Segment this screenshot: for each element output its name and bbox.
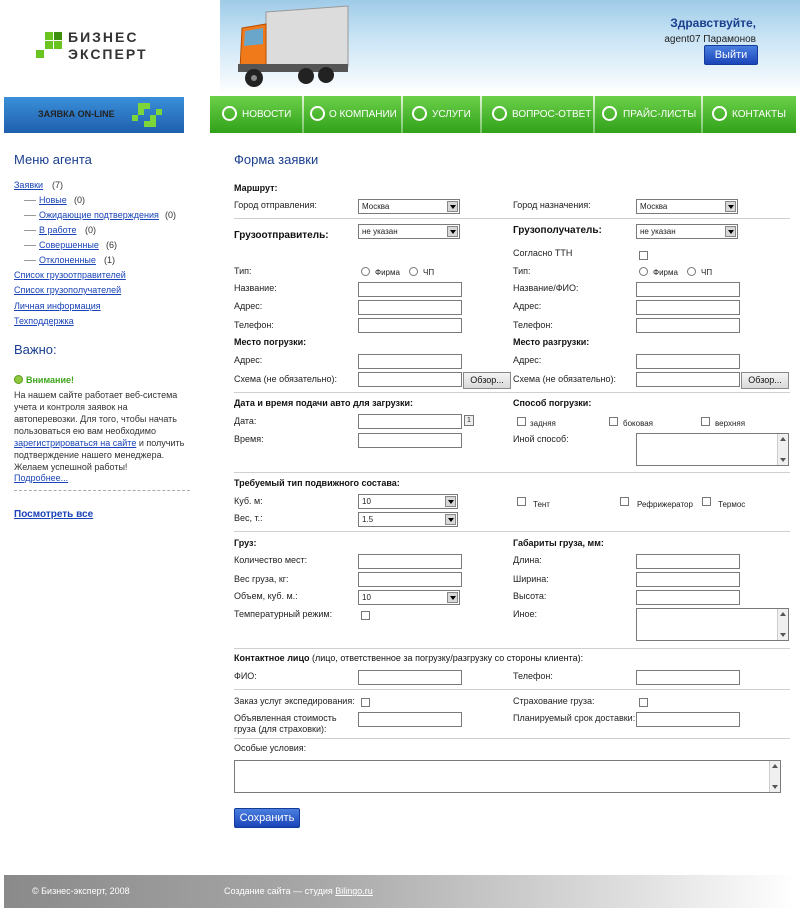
completed-count: (6) [106,240,117,250]
nav-about[interactable] [310,96,402,133]
nav-services[interactable] [412,96,480,133]
sidebar-personal-info-link[interactable]: Личная информация [14,301,101,311]
datetime-heading: Дата и время подачи авто для загрузки: [234,398,414,408]
to-city-select[interactable] [636,199,738,214]
notice-text-part1: На нашем сайте работает веб-система учета и контроля заявок на автоперевозки. Для того, чтобы начать пользоваться ею вам необходимо [14,390,178,436]
shipper-firm-radio[interactable] [361,267,370,276]
fridge-checkbox[interactable] [620,497,629,506]
sidebar-consignees-link[interactable]: Список грузополучателей [14,285,122,295]
insurance-checkbox[interactable] [639,698,648,707]
special-conditions-textarea[interactable] [234,760,781,793]
scrollbar[interactable] [769,761,780,792]
chevron-down-icon [445,496,456,507]
consignee-phone-input[interactable] [636,318,740,333]
nav-about-label: О КОМПАНИИ [329,109,397,120]
contact-note: (лицо, ответственное за погрузку/разгрузку со стороны клиента): [312,653,584,663]
load-address-label: Адрес: [234,355,263,365]
register-link[interactable]: зарегистрироваться на сайте [14,438,137,448]
sidebar-title: Меню агента [14,152,92,167]
shipper-name-label: Название: [234,283,277,293]
nav-divider [401,96,403,133]
shipper-heading: Грузоотправитель: [234,230,329,241]
to-city-label: Город назначения: [513,200,591,210]
read-more-link[interactable]: Подробнее... [14,473,69,483]
shipper-chp-label: ЧП [423,268,435,277]
sidebar-item-in-progress[interactable]: В работе [39,225,77,235]
logout-button[interactable]: Выйти [704,45,758,65]
dims-heading: Габариты груза, мм: [513,538,604,548]
shipper-phone-input[interactable] [358,318,462,333]
arrows-icon [132,101,162,129]
view-all-link[interactable]: Посмотреть все [14,509,94,520]
height-label: Высота: [513,591,547,601]
delivery-term-input[interactable] [636,712,740,727]
nav-news-label: НОВОСТИ [242,109,292,120]
shipper-select[interactable] [358,224,460,239]
tree-dash [24,260,36,261]
section-divider [234,392,790,393]
from-city-value: Москва [362,202,390,211]
online-order-banner[interactable] [4,97,184,133]
fio-input[interactable] [358,670,462,685]
shipper-value: не указан [362,227,398,236]
tree-dash [24,200,36,201]
list-icon [602,106,617,121]
per-ttn-checkbox[interactable] [639,251,648,260]
volume-label: Куб. м: [234,496,263,506]
load-scheme-input[interactable] [358,372,462,387]
user-name: agent07 Парамонов [664,34,756,45]
tree-dash [24,245,36,246]
width-label: Ширина: [513,574,549,584]
other-method-textarea[interactable] [636,433,789,466]
consignee-value: не указан [640,227,676,236]
cargo-volume-value: 10 [362,593,371,602]
route-heading: Маршрут: [234,183,278,193]
rear-load-label: задняя [530,419,556,428]
declared-value-input[interactable] [358,712,462,727]
forwarding-label: Заказ услуг экспедирования: [234,696,355,706]
truck-image [236,4,350,94]
nav-divider [593,96,595,133]
load-place-heading: Место погрузки: [234,337,307,347]
weight-select[interactable] [358,512,458,527]
nav-faq[interactable] [492,96,592,133]
online-order-label: ЗАЯВКА ON-LINE [38,109,115,119]
made-by-label: Создание сайта — студия [224,886,333,896]
cargo-volume-label: Объем, куб. м.: [234,591,298,601]
consignee-chp-radio[interactable] [687,267,696,276]
nav-contacts[interactable] [712,96,796,133]
greeting-block [664,16,756,45]
unload-address-label: Адрес: [513,355,542,365]
unload-scheme-label: Схема (не обязательно): [513,374,616,384]
unload-scheme-input[interactable] [636,372,740,387]
sidebar-item-orders[interactable]: Заявки [14,180,44,190]
weight-value: 1.5 [362,515,374,524]
insurance-label: Страхование груза: [513,696,595,706]
length-input[interactable] [636,554,740,569]
logo-mark-icon [36,32,62,58]
main-nav [210,96,796,133]
consignee-firm-radio[interactable] [639,267,648,276]
studio-link[interactable]: Bilingo.ru [335,886,373,896]
greeting-text: Здравствуйте, [670,16,756,30]
attention-icon [14,375,23,384]
consignee-heading: Грузополучатель: [513,225,602,236]
special-conditions-label: Особые условия: [234,743,307,753]
scrollbar[interactable] [777,609,788,640]
consignee-address-input[interactable] [636,300,740,315]
load-scheme-browse-button[interactable]: Обзор... [463,372,511,389]
section-divider [234,648,790,649]
weight-label: Вес, т.: [234,513,263,523]
shipper-address-label: Адрес: [234,301,263,311]
nav-contacts-label: КОНТАКТЫ [732,109,786,120]
side-load-label: боковая [623,419,654,428]
chevron-down-icon [445,514,456,525]
brand-line2: ЭКСПЕРТ [68,46,148,62]
cargo-weight-label: Вес груза, кг: [234,574,289,584]
nav-faq-label: ВОПРОС-ОТВЕТ [512,109,592,120]
section-divider [234,472,790,473]
shipper-chp-radio[interactable] [409,267,418,276]
section-divider [234,531,790,532]
sidebar [14,152,194,167]
nav-divider [701,96,703,133]
height-input[interactable] [636,590,740,605]
made-by-text [224,886,373,896]
time-input[interactable] [358,433,462,448]
shipper-address-input[interactable] [358,300,462,315]
contact-heading [234,653,583,663]
places-label: Количество мест: [234,555,308,565]
thermos-label: Термос [718,500,746,509]
brand-logo[interactable] [36,28,176,68]
important-title: Важно: [14,342,57,357]
delivery-term-label: Планируемый срок доставки: [513,713,636,723]
rear-load-checkbox[interactable] [517,417,526,426]
clock-icon [222,106,237,121]
from-city-select[interactable] [358,199,460,214]
cargo-heading: Груз: [234,538,257,548]
tree-dash [24,230,36,231]
consignee-name-label: Название/ФИО: [513,283,579,293]
from-city-label: Город отправления: [234,200,317,210]
nav-divider [302,96,304,133]
question-icon [492,106,507,121]
contact-phone-label: Телефон: [513,671,553,681]
time-label: Время: [234,434,264,444]
shipper-firm-label: Фирма [375,268,400,277]
copyright-text: © Бизнес-эксперт, 2008 [32,886,130,896]
thermos-checkbox[interactable] [702,497,711,506]
contact-title: Контактное лицо [234,653,310,663]
other-dims-textarea[interactable] [636,608,789,641]
places-input[interactable] [358,554,462,569]
per-ttn-label: Согласно ТТН [513,248,573,258]
top-load-checkbox[interactable] [701,417,710,426]
attention-label: Внимание! [26,375,74,385]
load-address-input[interactable] [358,354,462,369]
volume-select[interactable] [358,494,458,509]
gear-icon [412,106,427,121]
date-input[interactable] [358,414,462,429]
chevron-down-icon [447,592,458,603]
chevron-down-icon [725,226,736,237]
temp-checkbox[interactable] [361,611,370,620]
orders-count: (7) [52,180,63,190]
shipper-name-input[interactable] [358,282,462,297]
sidebar-item-new[interactable]: Новые [39,195,67,205]
shipper-type-label: Тип: [234,266,252,276]
side-load-checkbox[interactable] [609,417,618,426]
consignee-firm-label: Фирма [653,268,678,277]
section-divider [234,218,790,219]
top-load-label: верхняя [715,419,746,428]
consignee-phone-label: Телефон: [513,320,553,330]
consignee-name-input[interactable] [636,282,740,297]
nav-services-label: УСЛУГИ [432,109,471,120]
sidebar-shippers-link[interactable]: Список грузоотправителей [14,270,126,280]
chevron-down-icon [725,201,736,212]
nav-prices-label: ПРАЙС-ЛИСТЫ [623,109,697,120]
save-button[interactable]: Сохранить [234,808,300,828]
cargo-weight-input[interactable] [358,572,462,587]
load-method-heading: Способ погрузки: [513,398,592,408]
rejected-count: (1) [104,255,115,265]
cargo-volume-select[interactable] [358,590,460,605]
in-progress-count: (0) [85,225,96,235]
volume-value: 10 [362,497,371,506]
tent-checkbox[interactable] [517,497,526,506]
attention-heading [14,375,74,385]
notice-text [14,389,192,473]
sidebar-divider [14,490,190,491]
declared-value-label-2: груза (для страховки): [234,724,327,734]
brand-line1: БИЗНЕС [68,29,139,45]
sidebar-support-link[interactable]: Техподдержка [14,316,74,326]
chevron-down-icon [447,226,458,237]
shipper-phone-label: Телефон: [234,320,274,330]
fio-label: ФИО: [234,671,257,681]
temp-label: Температурный режим: [234,609,333,619]
mail-icon [712,106,727,121]
other-dims-label: Иное: [513,609,537,619]
chevron-down-icon [447,201,458,212]
scrollbar[interactable] [777,434,788,465]
tent-label: Тент [533,500,550,509]
nav-divider [480,96,482,133]
sidebar-item-rejected[interactable]: Отклоненные [39,255,96,265]
fridge-label: Рефрижератор [637,500,693,509]
pending-count: (0) [165,210,176,220]
consignee-address-label: Адрес: [513,301,542,311]
section-divider [234,689,790,690]
nav-news[interactable] [222,96,302,133]
length-label: Длина: [513,555,542,565]
unload-scheme-browse-button[interactable]: Обзор... [741,372,789,389]
sidebar-item-pending[interactable]: Ожидающие подтверждения [39,210,159,220]
unload-address-input[interactable] [636,354,740,369]
forwarding-checkbox[interactable] [361,698,370,707]
tree-dash [24,215,36,216]
form-title: Форма заявки [234,152,319,167]
consignee-chp-label: ЧП [701,268,713,277]
consignee-select[interactable] [636,224,738,239]
nav-prices[interactable] [602,96,698,133]
declared-value-label-1: Объявленная стоимость [234,713,337,723]
calendar-icon[interactable]: 1 [464,415,474,426]
footer [4,875,796,908]
vehicle-type-heading: Требуемый тип подвижного состава: [234,478,400,488]
consignee-type-label: Тип: [513,266,531,276]
other-method-label: Иной способ: [513,434,569,444]
width-input[interactable] [636,572,740,587]
date-label: Дата: [234,416,257,426]
contact-phone-input[interactable] [636,670,740,685]
sidebar-item-completed[interactable]: Совершенные [39,240,99,250]
new-count: (0) [74,195,85,205]
section-divider [234,738,790,739]
to-city-value: Москва [640,202,668,211]
info-icon [310,106,325,121]
unload-place-heading: Место разгрузки: [513,337,590,347]
load-scheme-label: Схема (не обязательно): [234,374,337,384]
notice-text-part2: и получить подтверждение нашего менеджера. Желаем успешной работы! [14,438,185,472]
